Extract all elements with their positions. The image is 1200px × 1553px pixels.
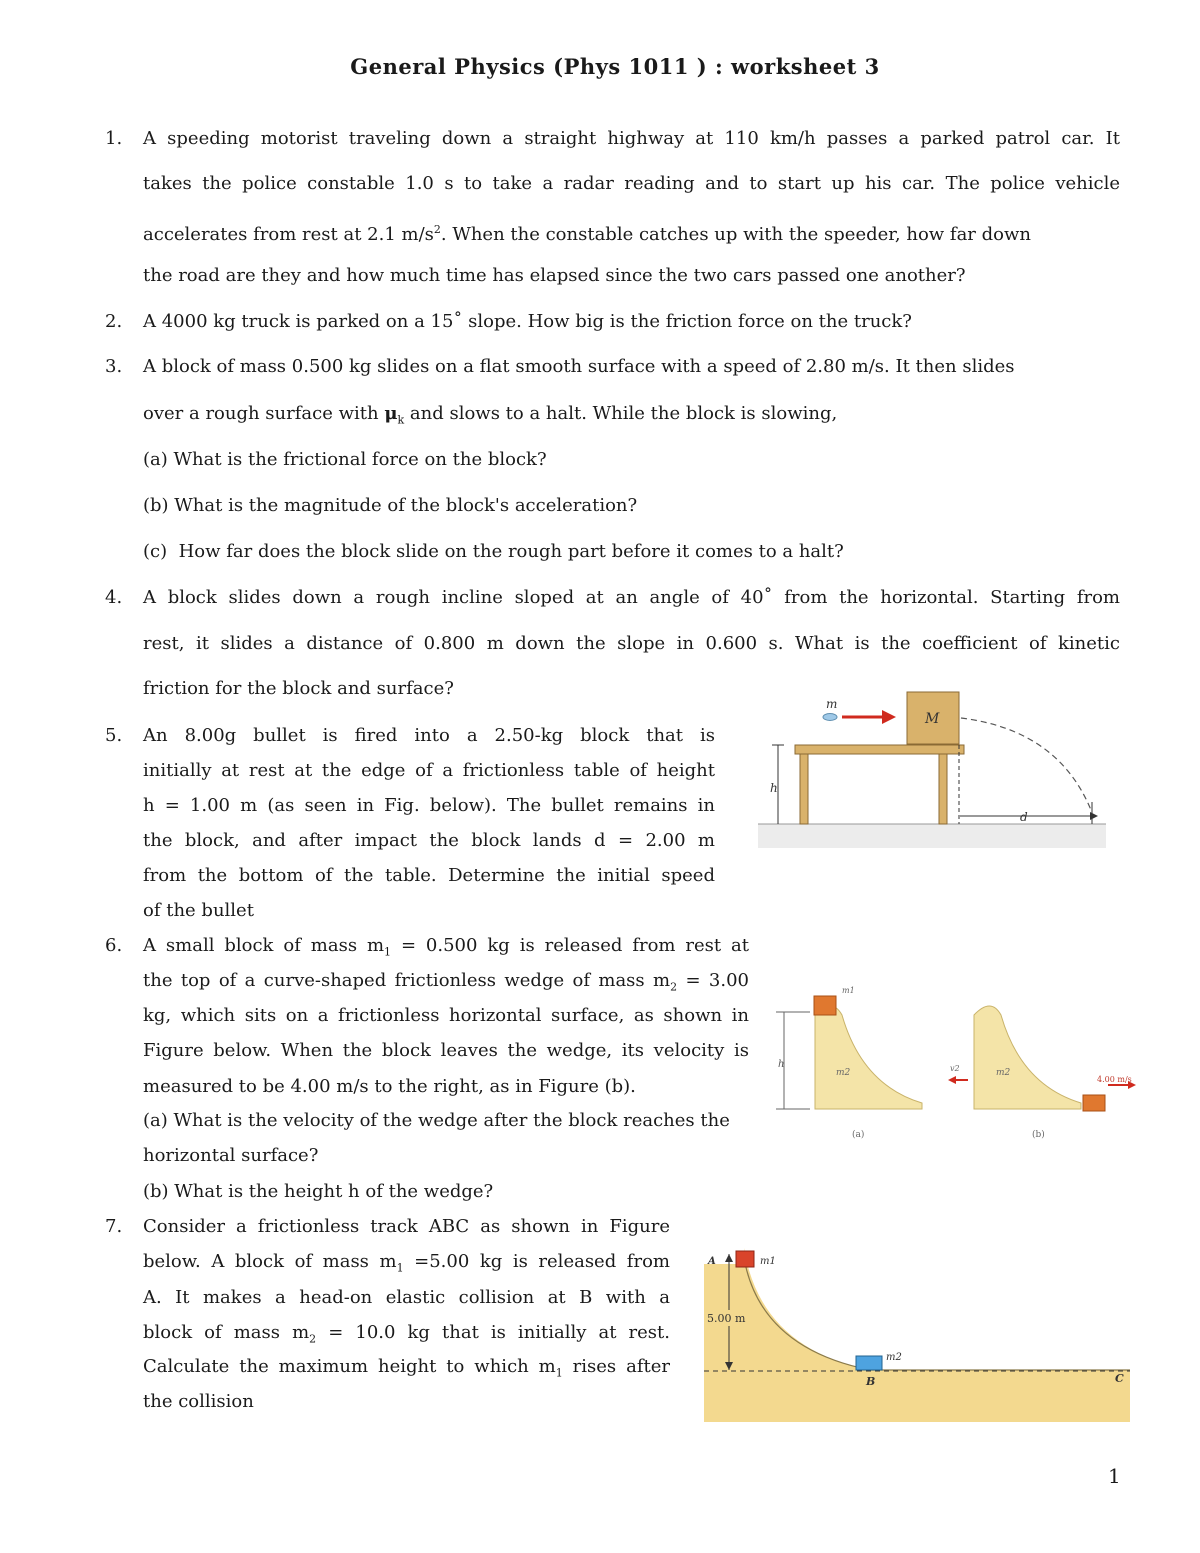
question-part: horizontal surface? <box>143 1145 319 1166</box>
page-number: 1 <box>1108 1464 1121 1488</box>
question-text: A. It makes a head-on elastic collision at B with a <box>143 1287 670 1308</box>
question-number: 6. <box>105 935 123 956</box>
small-block-moving <box>1083 1095 1105 1111</box>
block-speed-label: 4.00 m/s <box>1097 1075 1132 1084</box>
question-text: A block slides down a rough incline sloped at an angle of 40˚ from the horizontal. Starting from <box>143 587 1120 608</box>
question-text: A 4000 kg truck is parked on a 15˚ slope. How big is the friction force on the truck? <box>143 311 912 332</box>
m2-label-b: m2 <box>996 1068 1011 1078</box>
bullet-icon <box>823 714 837 721</box>
question-part: (a) What is the velocity of the wedge after the block reaches the <box>143 1110 730 1131</box>
question-text: Figure below. When the block leaves the wedge, its velocity is <box>143 1040 749 1061</box>
question-text: friction for the block and surface? <box>143 678 454 699</box>
point-c-label: C <box>1115 1372 1124 1385</box>
page-title: General Physics (Phys 1011 ) : worksheet 3 <box>350 54 880 79</box>
question-text: Calculate the maximum height to which $m_1$ rises after <box>143 1356 670 1380</box>
question-text: kg, which sits on a frictionless horizontal surface, as shown in <box>143 1005 749 1026</box>
question-number: 3. <box>105 356 123 377</box>
question-text: A speeding motorist traveling down a straight highway at 110 km/h passes a parked patrol car. It <box>143 128 1120 149</box>
question-text: accelerates from rest at 2.1 $m/s^2$. When the constable catches up with the speeder, how far down <box>143 223 1031 245</box>
question-text: the road are they and how much time has elapsed since the two cars passed one another? <box>143 265 966 286</box>
question-text: from the bottom of the table. Determine the initial speed <box>143 865 715 886</box>
question-text: measured to be 4.00 m/s to the right, as in Figure (b). <box>143 1076 636 1097</box>
question-number: 1. <box>105 128 123 149</box>
figure-track <box>704 1248 1130 1424</box>
block-label: M <box>925 711 940 727</box>
question-text: the collision <box>143 1391 254 1412</box>
question-part: (b) What is the magnitude of the block's acceleration? <box>143 495 638 516</box>
question-number: 7. <box>105 1216 123 1237</box>
block-m1 <box>736 1251 754 1267</box>
question-text: rest, it slides a distance of 0.800 m down the slope in 0.600 s. What is the coefficient of kinetic <box>143 633 1120 654</box>
point-a-label: A <box>708 1256 716 1267</box>
m1-label: m1 <box>842 986 855 995</box>
figure-bullet-block <box>758 690 1108 850</box>
question-part: (c) How far does the block slide on the rough part before it comes to a halt? <box>143 541 844 562</box>
wedge-height-label: h <box>778 1059 785 1070</box>
m2-label: m2 <box>886 1352 902 1363</box>
question-text: A block of mass 0.500 kg slides on a flat smooth surface with a speed of 2.80 m/s. It then slides <box>143 356 1015 377</box>
height-label: 5.00 m <box>707 1312 746 1325</box>
m2-label-a: m2 <box>836 1068 851 1078</box>
question-text: An 8.00g bullet is fired into a 2.50-kg block that is <box>143 725 715 746</box>
question-text: Consider a frictionless track ABC as shown in Figure <box>143 1216 670 1237</box>
block-m2 <box>856 1356 882 1370</box>
wedge-velocity-label: v2 <box>950 1064 960 1073</box>
question-text: takes the police constable 1.0 s to take a radar reading and to start up his car. The police vehicle <box>143 173 1120 194</box>
question-text: below. A block of mass $m_1 =5.00$ kg is released from <box>143 1251 670 1275</box>
question-text: h = 1.00 m (as seen in Fig. below). The bullet remains in <box>143 795 715 816</box>
caption-a: (a) <box>852 1130 865 1140</box>
question-number: 4. <box>105 587 123 608</box>
question-text: over a rough surface with $\mu_k$ and slows to a halt. While the block is slowing, <box>143 403 838 427</box>
bullet-label: m <box>826 697 838 711</box>
caption-b: (b) <box>1032 1130 1045 1140</box>
distance-label: d <box>1020 810 1028 824</box>
question-number: 2. <box>105 311 123 332</box>
m1-label: m1 <box>760 1256 776 1267</box>
figure-wedge <box>770 975 1140 1145</box>
question-text: A small block of mass $m_1 = 0.500$ kg is released from rest at <box>143 935 749 959</box>
question-text: initially at rest at the edge of a frictionless table of height <box>143 760 715 781</box>
question-text: of the bullet <box>143 900 254 921</box>
question-text: the block, and after impact the block lands d = 2.00 m <box>143 830 715 851</box>
question-number: 5. <box>105 725 123 746</box>
question-part: (a) What is the frictional force on the block? <box>143 449 547 470</box>
question-part: (b) What is the height h of the wedge? <box>143 1181 494 1202</box>
question-text: block of mass $m_2 = 10.0$ kg that is initially at rest. <box>143 1322 670 1346</box>
height-label: h <box>770 781 778 795</box>
point-b-label: B <box>866 1375 876 1388</box>
small-block <box>814 996 836 1015</box>
question-text: the top of a curve-shaped frictionless wedge of mass $m_2 = 3.00$ <box>143 970 749 994</box>
